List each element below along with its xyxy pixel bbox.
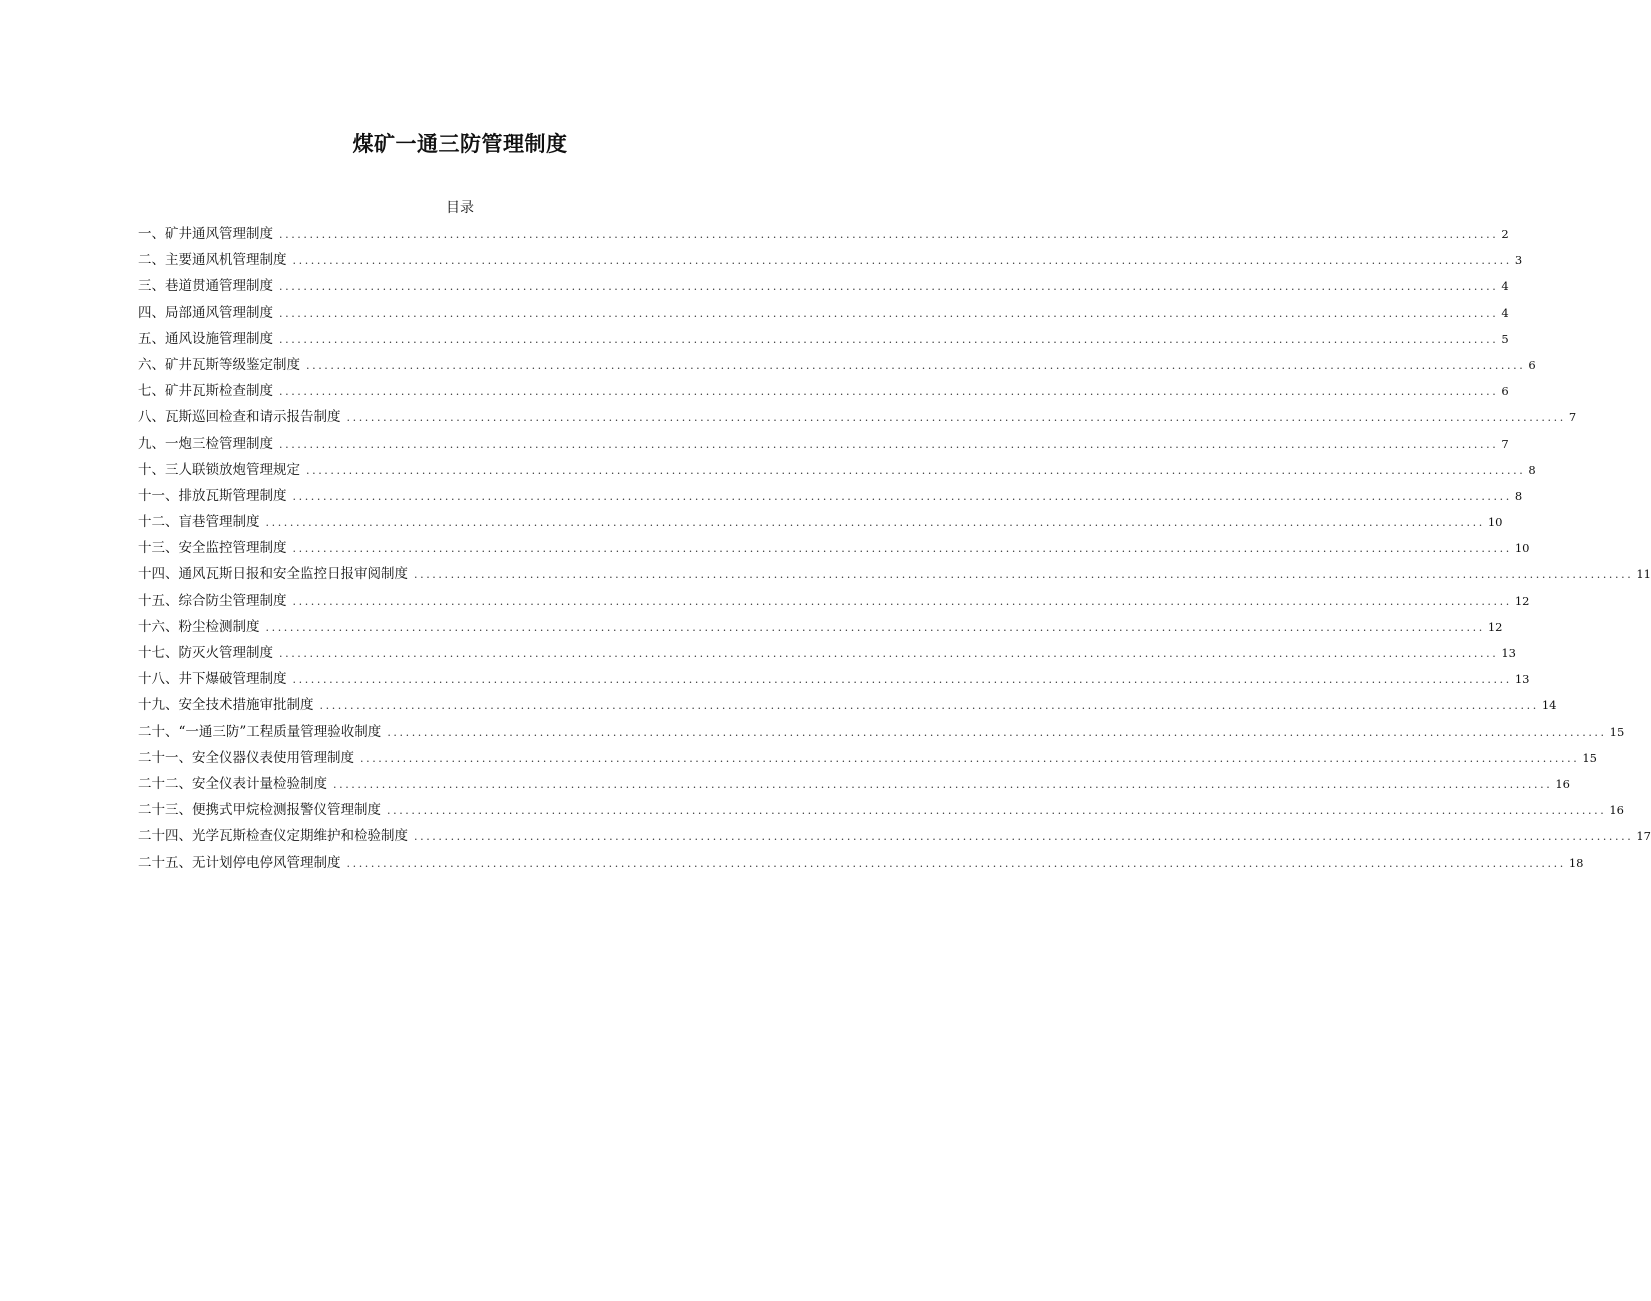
- toc-entry[interactable]: [138, 719, 1625, 745]
- toc-entry-page: 12: [1487, 619, 1503, 634]
- toc-dot-leader: ........................................................................................................................................................................................................: [387, 804, 1607, 818]
- toc-entry-page: 13: [1514, 672, 1530, 687]
- toc-entry-label: 三、巷道贯通管理制度: [138, 278, 273, 295]
- toc-dot-leader: ........................................................................................................................................................................................................: [292, 489, 1512, 503]
- toc-entry[interactable]: [138, 666, 1530, 692]
- toc-dot-leader: ........................................................................................................................................................................................................: [346, 856, 1566, 870]
- toc-entry[interactable]: [138, 273, 1509, 299]
- toc-entry-label: 二十四、光学瓦斯检查仪定期维护和检验制度: [138, 828, 408, 845]
- document-title: 煤矿一通三防管理制度: [352, 132, 568, 156]
- toc-entry[interactable]: [138, 561, 1651, 587]
- toc-entry[interactable]: [138, 247, 1523, 273]
- toc-dot-leader: ........................................................................................................................................................................................................: [279, 228, 1499, 241]
- toc-entry-label: 十一、排放瓦斯管理制度: [138, 487, 287, 504]
- toc-dot-leader: ........................................................................................................................................................................................................: [414, 830, 1634, 844]
- toc-entry-page: 5: [1501, 331, 1509, 346]
- toc-dot-leader: ........................................................................................................................................................................................................: [265, 516, 1485, 530]
- toc-entry[interactable]: [138, 745, 1597, 771]
- toc-entry-page: 2: [1501, 227, 1509, 241]
- toc-entry-label: 十九、安全技术措施审批制度: [138, 697, 314, 714]
- toc-dot-leader: ........................................................................................................................................................................................................: [292, 254, 1512, 268]
- toc-entry-page: 16: [1609, 803, 1624, 818]
- toc-dot-leader: ........................................................................................................................................................................................................: [279, 437, 1499, 451]
- toc-dot-leader: ........................................................................................................................................................................................................: [279, 332, 1499, 346]
- toc-entry-page: 16: [1555, 776, 1570, 791]
- toc-heading: 目录: [446, 200, 474, 216]
- table-of-contents: [138, 221, 1651, 876]
- toc-entry-page: 6: [1528, 357, 1536, 372]
- toc-entry-page: 7: [1568, 410, 1577, 425]
- toc-entry[interactable]: [138, 378, 1509, 404]
- toc-entry-label: 二十二、安全仪表计量检验制度: [138, 775, 327, 792]
- toc-entry[interactable]: [138, 823, 1651, 849]
- toc-entry[interactable]: [138, 640, 1516, 666]
- toc-entry[interactable]: [138, 300, 1509, 326]
- toc-entry-page: 13: [1501, 646, 1516, 660]
- toc-dot-leader: ........................................................................................................................................................................................................: [306, 358, 1526, 372]
- toc-entry-label: 二、主要通风机管理制度: [138, 252, 287, 269]
- toc-dot-leader: ........................................................................................................................................................................................................: [292, 542, 1512, 556]
- toc-entry-label: 二十、“一通三防”工程质量管理验收制度: [138, 723, 382, 740]
- toc-entry-label: 十八、井下爆破管理制度: [138, 671, 287, 688]
- toc-dot-leader: ........................................................................................................................................................................................................: [306, 463, 1526, 477]
- toc-dot-leader: ........................................................................................................................................................................................................: [360, 751, 1580, 765]
- toc-entry-label: 十五、综合防尘管理制度: [138, 592, 287, 609]
- toc-entry-page: 18: [1568, 855, 1584, 870]
- toc-entry-label: 五、通风设施管理制度: [138, 330, 273, 347]
- toc-dot-leader: ........................................................................................................................................................................................................: [333, 777, 1553, 791]
- toc-entry-label: 十四、通风瓦斯日报和安全监控日报审阅制度: [138, 566, 408, 583]
- toc-entry-page: 4: [1501, 305, 1509, 320]
- toc-entry[interactable]: [138, 692, 1557, 718]
- toc-entry-label: 八、瓦斯巡回检查和请示报告制度: [138, 409, 341, 426]
- toc-dot-leader: ........................................................................................................................................................................................................: [292, 594, 1512, 608]
- toc-entry[interactable]: [138, 431, 1509, 457]
- toc-entry[interactable]: [138, 404, 1577, 430]
- toc-entry-page: 3: [1514, 253, 1523, 268]
- toc-entry[interactable]: [138, 352, 1536, 378]
- toc-entry-page: 15: [1609, 724, 1625, 739]
- toc-entry[interactable]: [138, 326, 1509, 352]
- toc-entry[interactable]: [138, 535, 1530, 561]
- toc-entry-page: 8: [1528, 462, 1536, 477]
- toc-entry[interactable]: [138, 588, 1530, 614]
- toc-dot-leader: ........................................................................................................................................................................................................: [319, 699, 1539, 713]
- toc-entry-page: 12: [1514, 593, 1530, 608]
- toc-entry-label: 二十三、便携式甲烷检测报警仪管理制度: [138, 802, 381, 819]
- toc-entry-page: 7: [1501, 436, 1509, 451]
- toc-dot-leader: ........................................................................................................................................................................................................: [387, 725, 1607, 739]
- toc-entry[interactable]: [138, 483, 1523, 509]
- toc-entry[interactable]: [138, 221, 1509, 247]
- toc-dot-leader: ........................................................................................................................................................................................................: [279, 647, 1499, 660]
- toc-entry-label: 十二、盲巷管理制度: [138, 514, 260, 531]
- toc-dot-leader: ........................................................................................................................................................................................................: [265, 620, 1485, 634]
- toc-entry-page: 4: [1501, 279, 1509, 294]
- toc-entry[interactable]: [138, 457, 1536, 483]
- toc-dot-leader: ........................................................................................................................................................................................................: [414, 568, 1634, 582]
- toc-entry-label: 四、局部通风管理制度: [138, 304, 273, 321]
- toc-entry-page: 14: [1541, 698, 1557, 713]
- toc-entry-label: 十六、粉尘检测制度: [138, 618, 260, 635]
- toc-entry[interactable]: [138, 614, 1503, 640]
- toc-entry-page: 10: [1487, 515, 1503, 530]
- toc-entry-label: 二十一、安全仪器仪表使用管理制度: [138, 749, 354, 766]
- toc-entry-page: 10: [1514, 541, 1530, 556]
- toc-entry-label: 十三、安全监控管理制度: [138, 540, 287, 557]
- toc-entry-page: 11: [1636, 567, 1651, 582]
- toc-entry-label: 二十五、无计划停电停风管理制度: [138, 854, 341, 871]
- toc-entry[interactable]: [138, 850, 1584, 876]
- toc-dot-leader: ........................................................................................................................................................................................................: [279, 280, 1499, 294]
- toc-entry-page: 15: [1582, 750, 1597, 765]
- toc-entry-page: 17: [1636, 829, 1651, 844]
- toc-entry-page: 8: [1514, 488, 1523, 503]
- toc-entry-page: 6: [1501, 384, 1509, 399]
- toc-entry-label: 一、矿井通风管理制度: [138, 226, 273, 242]
- toc-dot-leader: ........................................................................................................................................................................................................: [279, 306, 1499, 320]
- toc-entry[interactable]: [138, 771, 1570, 797]
- toc-entry[interactable]: [138, 509, 1503, 535]
- toc-dot-leader: ........................................................................................................................................................................................................: [292, 673, 1512, 687]
- toc-entry-label: 十、三人联锁放炮管理规定: [138, 461, 300, 478]
- toc-entry-label: 六、矿井瓦斯等级鉴定制度: [138, 356, 300, 373]
- toc-entry-label: 九、一炮三检管理制度: [138, 435, 273, 452]
- toc-entry-label: 十七、防灭火管理制度: [138, 645, 273, 661]
- toc-dot-leader: ........................................................................................................................................................................................................: [279, 385, 1499, 399]
- toc-entry-label: 七、矿井瓦斯检查制度: [138, 383, 273, 400]
- toc-dot-leader: ........................................................................................................................................................................................................: [346, 411, 1566, 425]
- toc-entry[interactable]: [138, 797, 1624, 823]
